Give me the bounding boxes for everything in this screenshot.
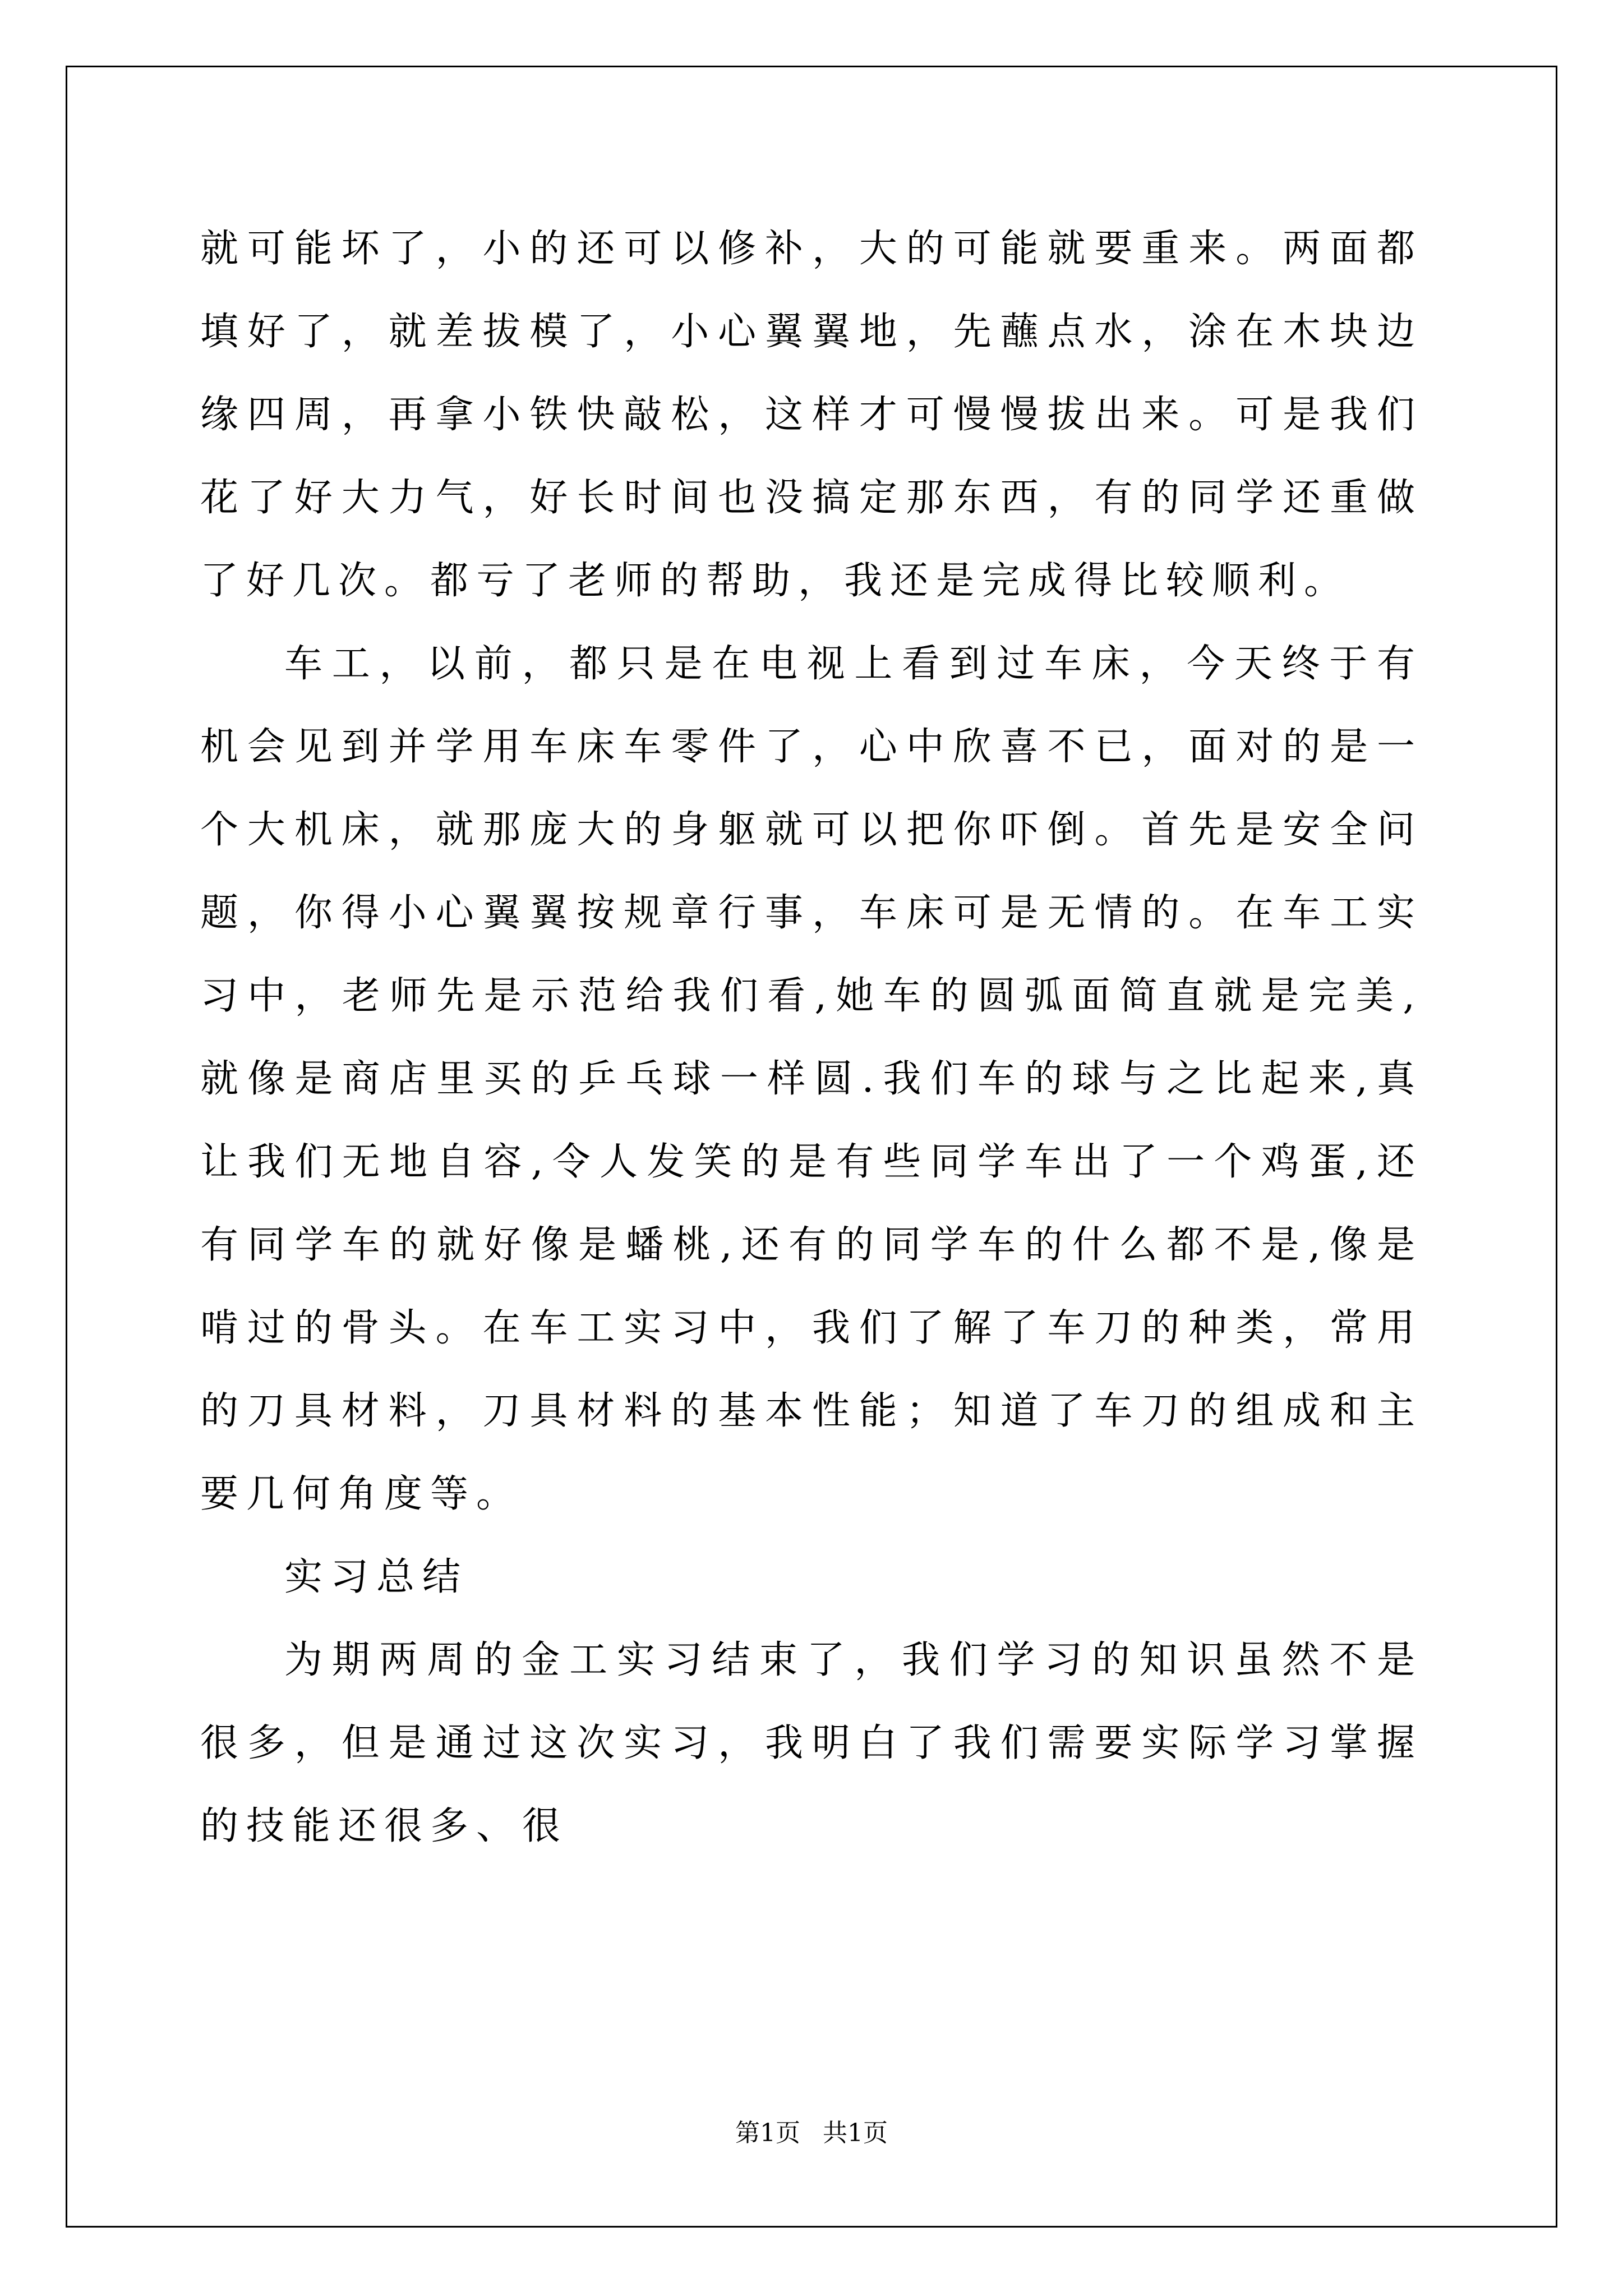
paragraph-4: 为期两周的金工实习结束了，我们学习的知识虽然不是很多，但是通过这次实习，我明白了我们需要实际学习掌握的技能还很多、很 [200,1638,1423,1848]
paragraph-2: 车工，以前，都只是在电视上看到过车床，今天终于有机会见到并学用车床车零件了，心中欣喜不已，面对的是一个大机床，就那庞大的身躯就可以把你吓倒。首先是安全问题，你得小心翼翼按规章行事，车床可是无情的。在车工实习中，老师先是示范给我们看,她车的圆弧面简直就是完美,就像是商店里买的乒乓球一样圆.我们车的球与之比起来,真让我们无地自容,令人发笑的是有些同学车出了一个鸡蛋,还有同学车的就好像是蟠桃,还有的同学车的什么都不是,像是啃过的骨头。在车工实习中，我们了解了车刀的种类，常用的刀具材料，刀具材料的基本性能；知道了车刀的组成和主要几何角度等。 [200,642,1423,1516]
page-footer [0,2113,1623,2148]
paragraph-1: 就可能坏了，小的还可以修补，大的可能就要重来。两面都填好了，就差拔模了，小心翼翼地，先蘸点水，涂在木块边缘四周，再拿小铁快敲松，这样才可慢慢拔出来。可是我们花了好大力气，好长时间也没搞定那东西，有的同学还重做了好几次。都亏了老师的帮助，我还是完成得比较顺利。 [200,227,1423,603]
page-number: 第1页 [735,2119,800,2147]
page-total: 共1页 [823,2119,888,2147]
document-body [200,208,1423,1868]
paragraph-heading-summary: 实习总结 [284,1555,469,1599]
